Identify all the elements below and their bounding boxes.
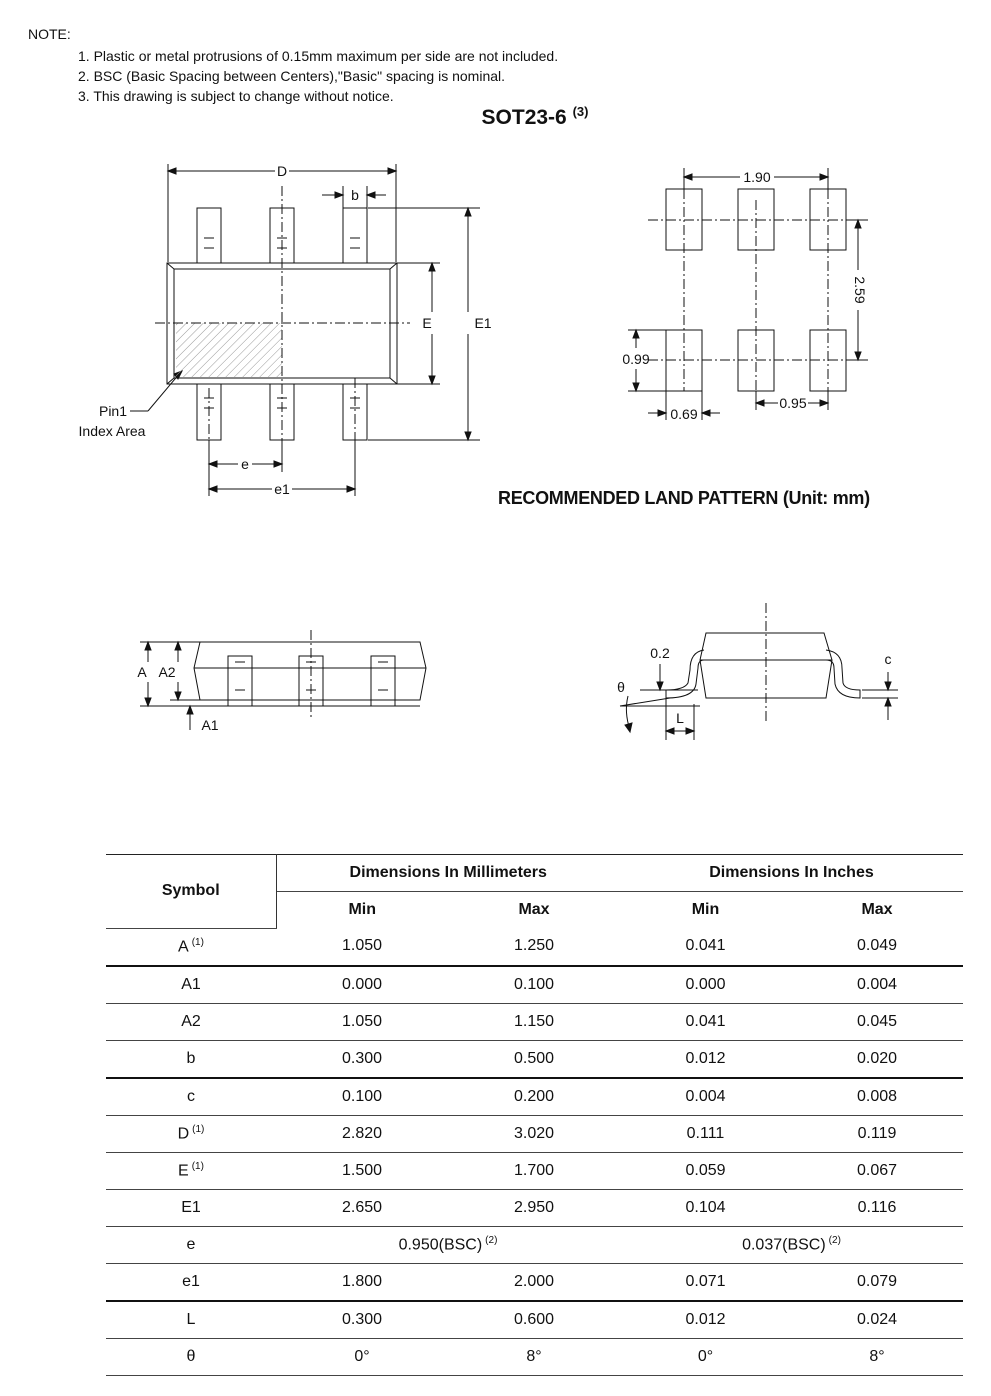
symbol-cell: b (106, 1040, 276, 1078)
land-pad-length-label: 0.99 (622, 351, 650, 367)
value-cell: 8° (791, 1338, 963, 1375)
dim-A-label: A (137, 664, 147, 680)
table-row (106, 1226, 963, 1263)
value-cell: 1.250 (448, 928, 620, 966)
dim-E-label: E (422, 315, 432, 331)
dimensions-table (106, 854, 963, 1376)
value-cell: 0.079 (791, 1263, 963, 1301)
value-cell: 0.500 (448, 1040, 620, 1078)
note-heading: NOTE: (28, 26, 71, 42)
value-cell: 0.300 (276, 1301, 448, 1339)
dim-e-label: e (241, 456, 249, 472)
value-cell: 3.020 (448, 1115, 620, 1152)
dim-A2-label: A2 (158, 664, 176, 680)
value-cell: 2.000 (448, 1263, 620, 1301)
value-cell: 0.041 (620, 928, 791, 966)
dim-e1-label: e1 (274, 481, 290, 497)
table-row (106, 1040, 963, 1078)
dim-L-label: L (676, 710, 684, 726)
symbol-cell: A $^{(1)}$ (106, 928, 276, 966)
symbol-cell: A1 (106, 966, 276, 1004)
value-cell: 0.116 (791, 1189, 963, 1226)
value-cell: 0.045 (791, 1003, 963, 1040)
value-cell: 0.000 (276, 966, 448, 1004)
value-cell: 2.820 (276, 1115, 448, 1152)
value-cell: 0.012 (620, 1040, 791, 1078)
note-list (78, 46, 558, 106)
dim-E1-label: E1 (474, 315, 492, 331)
value-cell: 0° (276, 1338, 448, 1375)
pin1-label-2: Index Area (78, 423, 146, 439)
dim-c-label: c (884, 651, 892, 667)
dim-theta-label: θ (617, 679, 625, 695)
end-view-drawing (610, 600, 910, 750)
symbol-cell: e1 (106, 1263, 276, 1301)
table-row (106, 1003, 963, 1040)
in-max-header: Max (861, 901, 893, 918)
side-view-drawing (120, 620, 440, 740)
value-cell: 0.004 (791, 966, 963, 1004)
table-row (106, 928, 963, 966)
in-header: Dimensions In Inches (620, 855, 963, 892)
symbol-cell: E1 (106, 1189, 276, 1226)
value-cell: 1.150 (448, 1003, 620, 1040)
dim-b-label: b (351, 187, 359, 203)
note-item: 1. Plastic or metal protrusions of 0.15mm maximum per side are not included. (78, 48, 559, 64)
top-view-drawing (0, 140, 500, 510)
table-row (106, 1263, 963, 1301)
value-cell: 1.050 (276, 1003, 448, 1040)
note-item: 2. BSC (Basic Spacing between Centers),"Basic" spacing is nominal. (78, 68, 506, 84)
mm-header: Dimensions In Millimeters (276, 855, 620, 892)
value-cell: 0.041 (620, 1003, 791, 1040)
value-cell: 0.059 (620, 1152, 791, 1189)
value-cell: 0.067 (791, 1152, 963, 1189)
land-pitch-label: 0.95 (779, 395, 807, 411)
value-cell: 1.050 (276, 928, 448, 966)
value-cell: 0.111 (620, 1115, 791, 1152)
land-height-label: 2.59 (852, 276, 868, 304)
value-cell: 0.004 (620, 1078, 791, 1116)
table-row (106, 966, 963, 1004)
value-cell: 1.700 (448, 1152, 620, 1189)
value-cell: 2.650 (276, 1189, 448, 1226)
value-cell: 0.100 (448, 966, 620, 1004)
value-cell: 1.500 (276, 1152, 448, 1189)
mm-min-header: Min (348, 901, 377, 918)
value-cell: 2.950 (448, 1189, 620, 1226)
land-pad-width-label: 0.69 (670, 406, 698, 422)
symbol-cell: E $^{(1)}$ (106, 1152, 276, 1189)
value-cell: 0.600 (448, 1301, 620, 1339)
value-cell: 0.119 (791, 1115, 963, 1152)
land-pattern-drawing (600, 160, 900, 430)
value-cell: 8° (448, 1338, 620, 1375)
table-row (106, 1078, 963, 1116)
value-cell: 0.020 (791, 1040, 963, 1078)
land-pitch-row-label: 1.90 (743, 169, 771, 185)
mm-max-header: Max (518, 901, 550, 918)
value-cell: 0.037(BSC) $^{(2)}$ (620, 1226, 963, 1263)
table-row (106, 1338, 963, 1375)
value-cell: 0.300 (276, 1040, 448, 1078)
land-pattern-title: RECOMMENDED LAND PATTERN (Unit: mm) (498, 488, 870, 508)
value-cell: 0.950(BSC) $^{(2)}$ (276, 1226, 620, 1263)
value-cell: 0.200 (448, 1078, 620, 1116)
note-item: 3. This drawing is subject to change without notice. (78, 88, 394, 104)
value-cell: 0.100 (276, 1078, 448, 1116)
table-row (106, 1115, 963, 1152)
value-cell: 0.008 (791, 1078, 963, 1116)
value-cell: 0.000 (620, 966, 791, 1004)
value-cell: 0.071 (620, 1263, 791, 1301)
symbol-cell: e (106, 1226, 276, 1263)
symbol-cell: c (106, 1078, 276, 1116)
value-cell: 0.024 (791, 1301, 963, 1339)
symbol-cell: L (106, 1301, 276, 1339)
in-min-header: Min (691, 901, 720, 918)
symbol-cell: A2 (106, 1003, 276, 1040)
table-row (106, 1152, 963, 1189)
table-row (106, 1189, 963, 1226)
value-cell: 0.012 (620, 1301, 791, 1339)
symbol-cell: D $^{(1)}$ (106, 1115, 276, 1152)
dim-A1-label: A1 (201, 717, 219, 733)
value-cell: 0.104 (620, 1189, 791, 1226)
symbol-header: Symbol (106, 855, 276, 929)
dim-0.2-label: 0.2 (650, 645, 670, 661)
value-cell: 1.800 (276, 1263, 448, 1301)
table-row (106, 1301, 963, 1339)
package-title: SOT23-6 $^{(3)}$ (481, 104, 589, 129)
symbol-cell: θ (106, 1338, 276, 1375)
dim-D-label: D (276, 163, 288, 179)
value-cell: 0° (620, 1338, 791, 1375)
pin1-label: Pin1 (98, 403, 128, 419)
value-cell: 0.049 (791, 928, 963, 966)
